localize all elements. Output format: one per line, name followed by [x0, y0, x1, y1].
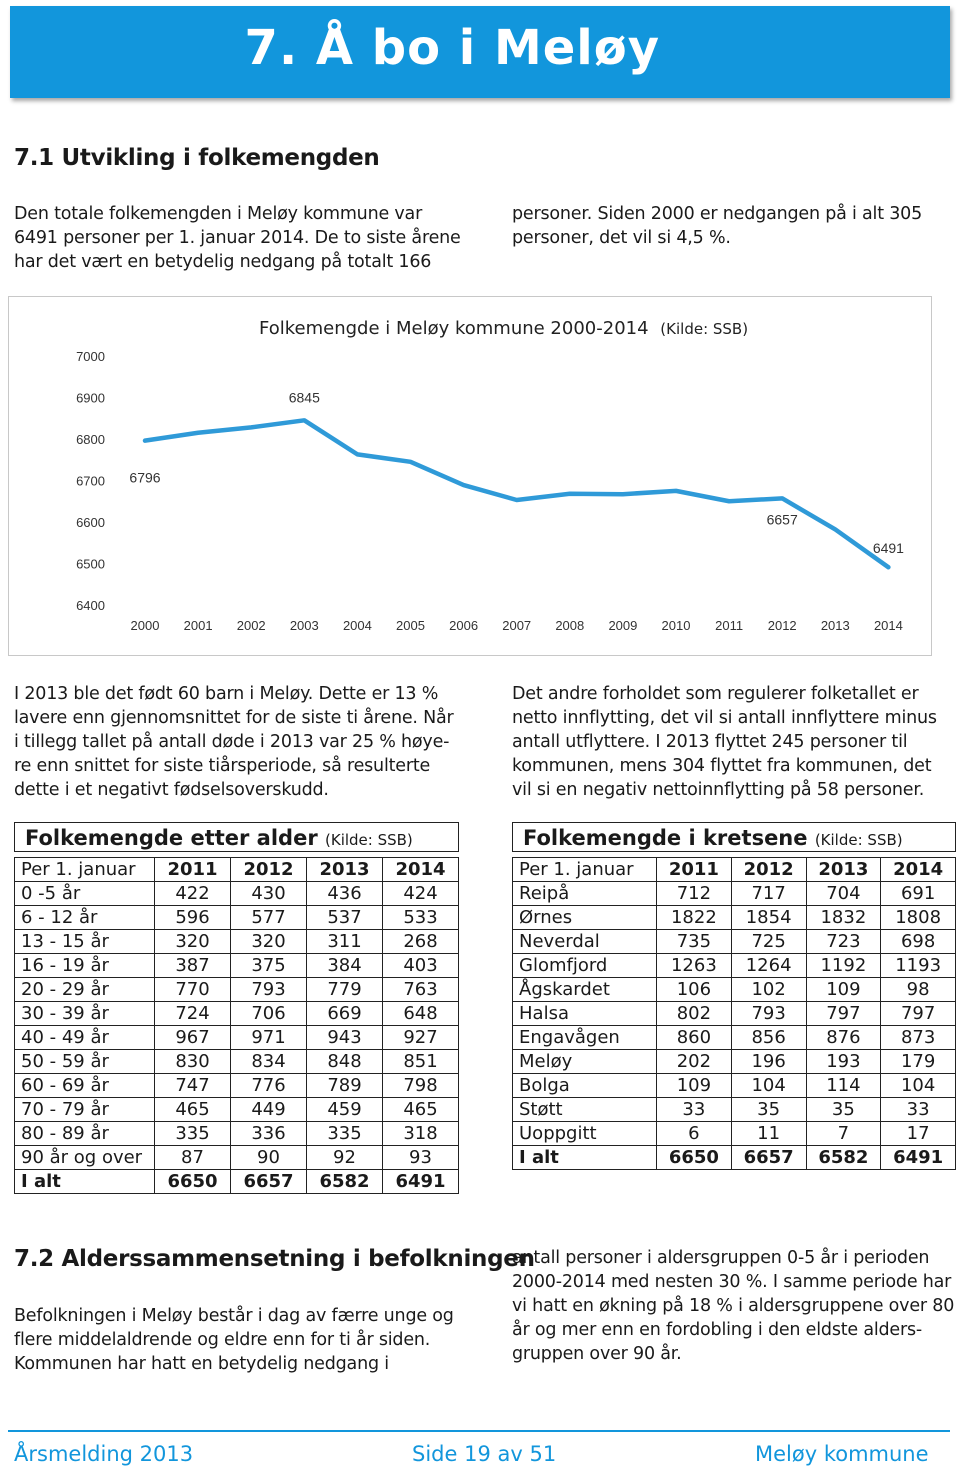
- text-line: Det andre forholdet som regulerer folketallet er: [512, 684, 919, 704]
- population-line-chart: [9, 297, 931, 655]
- y-tick-label: 6500: [76, 556, 105, 572]
- total-value: 6582: [806, 1146, 881, 1170]
- total-label: I alt: [15, 1170, 155, 1194]
- x-tick-label: 2010: [661, 618, 691, 633]
- cell-value: 763: [383, 978, 459, 1002]
- section-heading-7-1: 7.1 Utvikling i folkemengden: [14, 145, 380, 171]
- population-chart-frame: [8, 296, 932, 656]
- x-tick-label: 2002: [236, 618, 266, 633]
- cell-value: 7: [806, 1122, 881, 1146]
- chart-title: Folkemengde i Meløy kommune 2000-2014 (Kilde: SSB): [259, 318, 749, 339]
- text-line: år og mer enn en fordobling i den eldste alders-: [512, 1320, 923, 1340]
- cell-value: 17: [881, 1122, 956, 1146]
- cell-value: 92: [307, 1146, 383, 1170]
- column-header-year: 2014: [881, 858, 956, 882]
- data-label: 6845: [288, 389, 320, 406]
- table-row: [15, 930, 459, 954]
- row-label: 80 - 89 år: [15, 1122, 155, 1146]
- cell-value: 1193: [881, 954, 956, 978]
- cell-value: 384: [307, 954, 383, 978]
- age-table-title: [14, 822, 459, 852]
- x-tick-label: 2007: [502, 618, 532, 633]
- cell-value: 202: [657, 1050, 732, 1074]
- cell-value: 6: [657, 1122, 732, 1146]
- row-label: Reipå: [513, 882, 657, 906]
- text-line: kommunen, mens 304 flyttet fra kommunen, det: [512, 756, 932, 776]
- page-title: 7. Å bo i Meløy: [244, 20, 660, 76]
- cell-value: 109: [806, 978, 881, 1002]
- cell-value: 1822: [657, 906, 732, 930]
- footer-municipality: Meløy kommune: [755, 1442, 929, 1466]
- x-tick-label: 2012: [767, 618, 797, 633]
- title-banner: [10, 6, 950, 98]
- cell-value: 770: [155, 978, 231, 1002]
- cell-value: 268: [383, 930, 459, 954]
- cell-value: 776: [231, 1074, 307, 1098]
- cell-value: 375: [231, 954, 307, 978]
- text-line: i tillegg tallet på antall døde i 2013 var 25 % høye-: [14, 732, 450, 752]
- row-label: 60 - 69 år: [15, 1074, 155, 1098]
- row-label: Halsa: [513, 1002, 657, 1026]
- cell-value: 196: [731, 1050, 806, 1074]
- x-tick-label: 2008: [555, 618, 585, 633]
- table-row: [513, 1122, 956, 1146]
- total-value: 6657: [731, 1146, 806, 1170]
- cell-value: 943: [307, 1026, 383, 1050]
- x-tick-label: 2011: [715, 618, 744, 633]
- cell-value: 465: [155, 1098, 231, 1122]
- total-row: [15, 1170, 459, 1194]
- cell-value: 422: [155, 882, 231, 906]
- table-row: [15, 1002, 459, 1026]
- text-line: flere middelaldrende og eldre enn for ti år siden.: [14, 1330, 431, 1350]
- data-label: 6491: [872, 540, 904, 557]
- cell-value: 102: [731, 978, 806, 1002]
- row-label: 13 - 15 år: [15, 930, 155, 954]
- y-tick-label: 6700: [76, 473, 105, 489]
- footer-report-name: Årsmelding 2013: [14, 1442, 194, 1466]
- text-line: har det vært en betydelig nedgang på totalt 166: [14, 252, 432, 272]
- row-label: Bolga: [513, 1074, 657, 1098]
- row-label: 50 - 59 år: [15, 1050, 155, 1074]
- cell-value: 712: [657, 882, 732, 906]
- x-tick-label: 2009: [608, 618, 638, 633]
- row-label: Meløy: [513, 1050, 657, 1074]
- births-paragraph: [14, 682, 454, 802]
- footer-divider: [8, 1430, 950, 1432]
- text-line: Den totale folkemengden i Meløy kommune var: [14, 204, 423, 224]
- table-row: [15, 1026, 459, 1050]
- total-label: I alt: [513, 1146, 657, 1170]
- x-tick-label: 2003: [289, 618, 319, 633]
- migration-paragraph: [512, 682, 937, 802]
- row-label: 30 - 39 år: [15, 1002, 155, 1026]
- cell-value: 90: [231, 1146, 307, 1170]
- cell-value: 704: [806, 882, 881, 906]
- row-label: Neverdal: [513, 930, 657, 954]
- table-row: [513, 978, 956, 1002]
- text-line: personer, det vil si 4,5 %.: [512, 228, 731, 248]
- cell-value: 533: [383, 906, 459, 930]
- table-row: [513, 1074, 956, 1098]
- cell-value: 1263: [657, 954, 732, 978]
- cell-value: 967: [155, 1026, 231, 1050]
- cell-value: 98: [881, 978, 956, 1002]
- cell-value: 11: [731, 1122, 806, 1146]
- age-composition-right-paragraph: [512, 1246, 954, 1366]
- footer-page-number: Side 19 av 51: [412, 1442, 557, 1466]
- cell-value: 109: [657, 1074, 732, 1098]
- cell-value: 106: [657, 978, 732, 1002]
- row-label: 40 - 49 år: [15, 1026, 155, 1050]
- cell-value: 318: [383, 1122, 459, 1146]
- cell-value: 449: [231, 1098, 307, 1122]
- total-value: 6491: [881, 1146, 956, 1170]
- text-line: I 2013 ble det født 60 barn i Meløy. Dette er 13 %: [14, 684, 439, 704]
- age-composition-left-paragraph: [14, 1304, 454, 1376]
- district-table: [512, 857, 956, 1170]
- x-tick-label: 2000: [130, 618, 160, 633]
- intro-left-paragraph: [14, 202, 461, 274]
- cell-value: 193: [806, 1050, 881, 1074]
- district-table-source: (Kilde: SSB): [814, 831, 903, 849]
- table-row: [513, 1050, 956, 1074]
- row-label: 6 - 12 år: [15, 906, 155, 930]
- cell-value: 834: [231, 1050, 307, 1074]
- cell-value: 802: [657, 1002, 732, 1026]
- cell-value: 93: [383, 1146, 459, 1170]
- text-line: Kommunen har hatt en betydelig nedgang i: [14, 1354, 389, 1374]
- age-table-title-text: Folkemengde etter alder: [25, 826, 318, 850]
- cell-value: 1264: [731, 954, 806, 978]
- cell-value: 1832: [806, 906, 881, 930]
- x-tick-label: 2013: [820, 618, 850, 633]
- total-value: 6582: [307, 1170, 383, 1194]
- cell-value: 779: [307, 978, 383, 1002]
- table-row: [513, 930, 956, 954]
- cell-value: 873: [881, 1026, 956, 1050]
- cell-value: 856: [731, 1026, 806, 1050]
- cell-value: 436: [307, 882, 383, 906]
- cell-value: 747: [155, 1074, 231, 1098]
- row-label: Ågskardet: [513, 978, 657, 1002]
- table-row: [513, 1002, 956, 1026]
- text-line: vi hatt en økning på 18 % i aldersgruppene over 80: [512, 1296, 955, 1316]
- text-line: gruppen over 90 år.: [512, 1344, 682, 1364]
- cell-value: 459: [307, 1098, 383, 1122]
- cell-value: 465: [383, 1098, 459, 1122]
- cell-value: 335: [307, 1122, 383, 1146]
- table-row: [15, 1050, 459, 1074]
- cell-value: 577: [231, 906, 307, 930]
- table-row: [15, 978, 459, 1002]
- row-label: 16 - 19 år: [15, 954, 155, 978]
- cell-value: 724: [155, 1002, 231, 1026]
- cell-value: 387: [155, 954, 231, 978]
- row-label: 70 - 79 år: [15, 1098, 155, 1122]
- cell-value: 691: [881, 882, 956, 906]
- section-heading-7-2: 7.2 Alderssammensetning i befolkningen: [14, 1246, 535, 1272]
- cell-value: 104: [731, 1074, 806, 1098]
- table-row: [15, 1098, 459, 1122]
- column-header-year: 2011: [155, 858, 231, 882]
- data-label: 6657: [766, 511, 798, 528]
- column-header-year: 2012: [231, 858, 307, 882]
- data-label: 6796: [129, 469, 161, 486]
- cell-value: 798: [383, 1074, 459, 1098]
- cell-value: 860: [657, 1026, 732, 1050]
- column-header-label: Per 1. januar: [15, 858, 155, 882]
- cell-value: 430: [231, 882, 307, 906]
- cell-value: 424: [383, 882, 459, 906]
- cell-value: 596: [155, 906, 231, 930]
- total-value: 6491: [383, 1170, 459, 1194]
- y-tick-label: 6900: [76, 390, 105, 406]
- cell-value: 104: [881, 1074, 956, 1098]
- cell-value: 537: [307, 906, 383, 930]
- district-table-title-text: Folkemengde i kretsene: [523, 826, 808, 850]
- cell-value: 1192: [806, 954, 881, 978]
- cell-value: 33: [657, 1098, 732, 1122]
- table_district-header-row: [513, 858, 956, 882]
- table_age-header-row: [15, 858, 459, 882]
- text-line: vil si en negativ nettoinnflytting på 58 personer.: [512, 780, 925, 800]
- cell-value: 876: [806, 1026, 881, 1050]
- district-table-title: [512, 822, 956, 852]
- cell-value: 648: [383, 1002, 459, 1026]
- row-label: Støtt: [513, 1098, 657, 1122]
- cell-value: 725: [731, 930, 806, 954]
- cell-value: 830: [155, 1050, 231, 1074]
- cell-value: 735: [657, 930, 732, 954]
- cell-value: 87: [155, 1146, 231, 1170]
- x-tick-label: 2005: [396, 618, 425, 633]
- text-line: Befolkningen i Meløy består i dag av færre unge og: [14, 1306, 454, 1326]
- cell-value: 35: [806, 1098, 881, 1122]
- age-table-source: (Kilde: SSB): [325, 831, 413, 849]
- x-tick-label: 2001: [183, 618, 213, 633]
- total-row: [513, 1146, 956, 1170]
- column-header-year: 2011: [657, 858, 732, 882]
- age-table: [14, 857, 459, 1194]
- row-label: Glomfjord: [513, 954, 657, 978]
- cell-value: 320: [231, 930, 307, 954]
- cell-value: 793: [231, 978, 307, 1002]
- y-tick-label: 6800: [76, 432, 105, 447]
- row-label: Uoppgitt: [513, 1122, 657, 1146]
- column-header-year: 2013: [307, 858, 383, 882]
- x-tick-label: 2004: [342, 618, 372, 633]
- column-header-year: 2012: [731, 858, 806, 882]
- row-label: 0 -5 år: [15, 882, 155, 906]
- y-tick-label: 7000: [76, 349, 105, 364]
- population-series-line: [145, 420, 888, 567]
- x-tick-label: 2006: [449, 618, 479, 633]
- row-label: Ørnes: [513, 906, 657, 930]
- text-line: personer. Siden 2000 er nedgangen på i alt 305: [512, 204, 923, 224]
- text-line: lavere enn gjennomsnittet for de siste ti årene. Når: [14, 708, 454, 728]
- cell-value: 1808: [881, 906, 956, 930]
- table-row: [15, 906, 459, 930]
- cell-value: 336: [231, 1122, 307, 1146]
- cell-value: 320: [155, 930, 231, 954]
- text-line: netto innflytting, det vil si antall innflyttere minus: [512, 708, 937, 728]
- text-line: 2000-2014 med nesten 30 %. I samme periode har: [512, 1272, 952, 1292]
- cell-value: 797: [806, 1002, 881, 1026]
- cell-value: 698: [881, 930, 956, 954]
- text-line: 6491 personer per 1. januar 2014. De to siste årene: [14, 228, 461, 248]
- text-line: antall personer i aldersgruppen 0-5 år i perioden: [512, 1248, 930, 1268]
- table-row: [15, 954, 459, 978]
- cell-value: 114: [806, 1074, 881, 1098]
- total-value: 6650: [657, 1146, 732, 1170]
- cell-value: 311: [307, 930, 383, 954]
- row-label: 90 år og over: [15, 1146, 155, 1170]
- cell-value: 706: [231, 1002, 307, 1026]
- cell-value: 723: [806, 930, 881, 954]
- table-row: [513, 1098, 956, 1122]
- cell-value: 927: [383, 1026, 459, 1050]
- table-row: [15, 1074, 459, 1098]
- cell-value: 797: [881, 1002, 956, 1026]
- y-tick-label: 6600: [76, 515, 105, 530]
- table-row: [513, 882, 956, 906]
- text-line: re enn snittet for siste tiårsperiode, så resulterte: [14, 756, 431, 776]
- cell-value: 1854: [731, 906, 806, 930]
- y-tick-label: 6400: [76, 598, 105, 613]
- cell-value: 33: [881, 1098, 956, 1122]
- table-row: [15, 1146, 459, 1170]
- table-row: [513, 1026, 956, 1050]
- cell-value: 793: [731, 1002, 806, 1026]
- cell-value: 179: [881, 1050, 956, 1074]
- cell-value: 669: [307, 1002, 383, 1026]
- text-line: antall utflyttere. I 2013 flyttet 245 personer til: [512, 732, 908, 752]
- total-value: 6657: [231, 1170, 307, 1194]
- cell-value: 403: [383, 954, 459, 978]
- table-row: [513, 906, 956, 930]
- cell-value: 971: [231, 1026, 307, 1050]
- row-label: Engavågen: [513, 1026, 657, 1050]
- cell-value: 335: [155, 1122, 231, 1146]
- cell-value: 717: [731, 882, 806, 906]
- column-header-label: Per 1. januar: [513, 858, 657, 882]
- text-line: dette i et negativt fødselsoverskudd.: [14, 780, 329, 800]
- row-label: 20 - 29 år: [15, 978, 155, 1002]
- x-tick-label: 2014: [873, 618, 903, 633]
- table-row: [513, 954, 956, 978]
- total-value: 6650: [155, 1170, 231, 1194]
- table-row: [15, 882, 459, 906]
- cell-value: 848: [307, 1050, 383, 1074]
- cell-value: 789: [307, 1074, 383, 1098]
- column-header-year: 2014: [383, 858, 459, 882]
- table-row: [15, 1122, 459, 1146]
- column-header-year: 2013: [806, 858, 881, 882]
- cell-value: 851: [383, 1050, 459, 1074]
- cell-value: 35: [731, 1098, 806, 1122]
- intro-right-paragraph: [512, 202, 922, 250]
